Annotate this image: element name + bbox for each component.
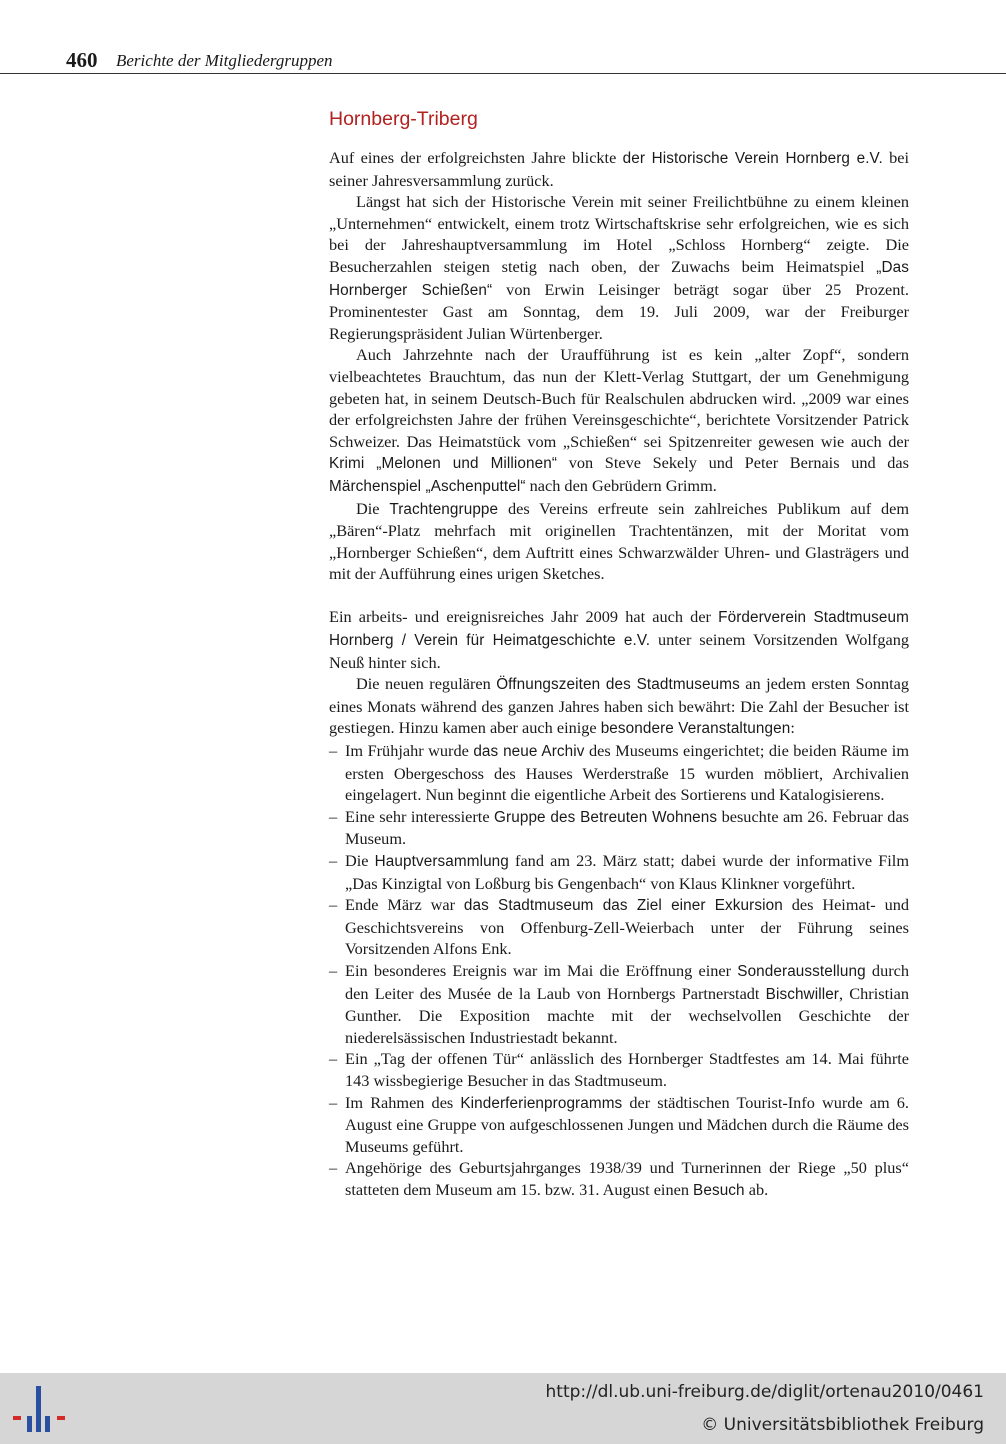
ub-freiburg-logo-icon [12,1383,66,1439]
list-item: – Die Hauptversammlung fand am 23. März statt; dabei wurde der informative Film „Das Kinzigtal von Loßburg bis Gengenbach“ von Klaus Klinkner vorgeführt. [329,850,909,894]
paragraph-4: Die Trachtengruppe des Vereins erfreute sein zahlreiches Publikum auf dem „Bären“-Platz mehrfach mit originellen Trachtentänzen, mit der Moritat vom „Hornberger Schießen“, dem Auftritt eines Schwarzwälder Uhren- und Glasträgers und mit der Aufführung eines urigen Sketches. [329,498,910,584]
list-item: – Ein besonderes Ereignis war im Mai die Eröffnung einer Sonderausstellung durch den Leiter des Musée de la Laub von Hornbergs Partnerstadt Bischwiller, Christian Gunther. Die Exposition machte mit der wechselvollen Geschichte der niederelsässischen Industriestadt bekannt. [329,960,909,1048]
paragraph-2: Längst hat sich der Historische Verein mit seiner Freilichtbühne zu einem kleinen „Unternehmen“ entwickelt, einem trotz Wirtschaftskrise sehr erfolgreichen, wie es sich bei der Jahreshauptversammlung im Hotel „Schloss Hornberg“ zeigte. Die Besucherzahlen steigen stetig nach oben, der Zuwachs beim Heimatspiel „Das Hornberger Schießen“ von Erwin Leisinger beträgt sogar über 25 Prozent. Prominentester Gast am Sonntag, dem 19. Juli 2009, war der Freiburger Regierungspräsident Julian Würtenberger. [329,192,910,343]
list-item: – Ende März war das Stadtmuseum das Ziel einer Exkursion des Heimat- und Geschichtsvereins von Offenburg-Zell-Weierbach unter der Führung seines Vorsitzenden Alfons Enk. [329,894,909,960]
running-header [66,46,1006,74]
section-title: Hornberg-Triberg [329,108,478,130]
list-item: – Im Frühjahr wurde das neue Archiv des Museums eingerichtet; die beiden Räume im ersten Obergeschoss des Hauses Werderstraße 15 wurden möbliert, Archivalien eingelagert. Nun beginnt die eigentliche Arbeit des Sortierens und Katalogisierens. [329,740,909,806]
list-item: – Im Rahmen des Kinderferienprogramms der städtischen Tourist-Info wurde am 6. August eine Gruppe von aufgeschlossenen Jungen und Mädchen durch die Räume des Museums geführt. [329,1092,909,1158]
list-item: – Angehörige des Geburtsjahrganges 1938/39 und Turnerinnen der Riege „50 plus“ statteten dem Museum am 15. bzw. 31. August einen Besuch ab. [329,1157,909,1201]
footer-bar [0,1373,1006,1444]
paragraph-6: Die neuen regulären Öffnungszeiten des Stadtmuseums an jedem ersten Sonntag eines Monats während des ganzen Jahres haben sich bewährt: Die Zahl der Besucher ist gestiegen. Hinzu kamen aber auch einige besondere Veranstaltungen: [329,674,910,738]
source-url-link[interactable]: http://dl.ub.uni-freiburg.de/diglit/ortenau2010/0461 [545,1382,984,1402]
paragraph-1: Auf eines der erfolgreichsten Jahre blickte der Historische Verein Hornberg e.V. bei seiner Jahresversammlung zurück. [329,148,909,190]
list-item: – Eine sehr interessierte Gruppe des Betreuten Wohnens besuchte am 26. Februar das Museum. [329,806,909,850]
running-title: Berichte der Mitgliedergruppen [116,51,333,70]
page-number: 460 [66,48,98,72]
list-item: – Ein „Tag der offenen Tür“ anlässlich des Hornberger Stadtfestes am 14. Mai führte 143 wissbegierige Besucher in das Stadtmuseum. [329,1048,909,1091]
paragraph-5: Ein arbeits- und ereignisreiches Jahr 2009 hat auch der Förderverein Stadtmuseum Hornberg / Verein für Heimatgeschichte e.V. unter seinem Vorsitzenden Wolfgang Neuß hinter sich. [329,607,910,672]
paragraph-3: Auch Jahrzehnte nach der Uraufführung ist es kein „alter Zopf“, sondern vielbeachtetes Brauchtum, das nun der Klett-Verlag Stuttgart, der um Genehmigung gebeten hat, in seinem Deutsch-Buch für Realschulen abdrucken wird. „2009 war eines der erfolgreichsten Jahre der frühen Vereinsgeschichte“, berichtete Vorsitzender Patrick Schweizer. Das Heimatstück vom „Schießen“ sei Spitzenreiter gewesen wie auch der Krimi „Melonen und Millionen“ von Steve Sekely und Peter Bernais und das Märchenspiel „Aschenputtel“ nach den Gebrüdern Grimm. [329,345,909,495]
events-list [329,740,909,1201]
copyright-text: © Universitätsbibliothek Freiburg [701,1415,984,1435]
article [329,106,909,1202]
header-rule [0,73,1006,74]
